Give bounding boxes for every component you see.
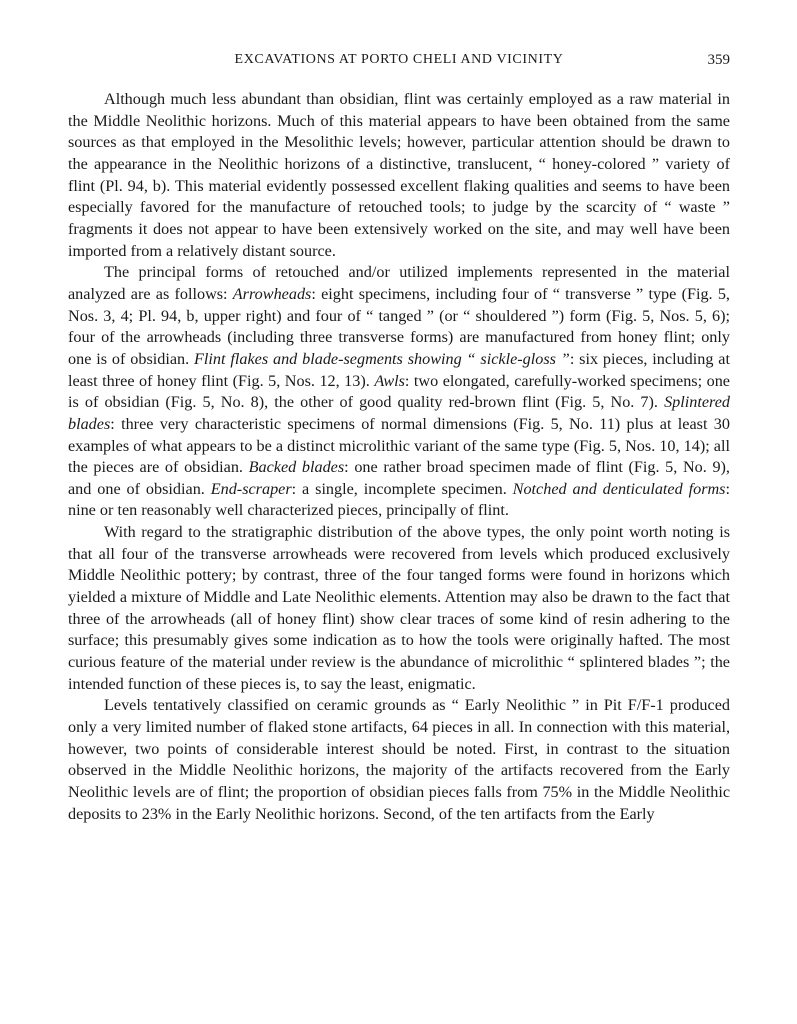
body-text [68, 89, 730, 825]
term-notched-forms: Notched and denticulated forms [512, 479, 726, 498]
term-arrowheads: Arrowheads [232, 284, 312, 303]
running-header [68, 52, 730, 74]
paragraph-stratigraphy: With regard to the stratigraphic distribution of the above types, the only point worth noting is that all four of the transverse arrowheads were recovered from levels which produced exclusively Middle Neolithic pottery; by contrast, three of the four tanged forms were found in horizons which yielded a mixture of Middle and Late Neolithic elements. Attention may also be drawn to the fact that three of the arrowheads (all of honey flint) show clear traces of some kind of resin adhering to the surface; this presumably gives some indication as to how the tools were originally hafted. The most curious feature of the material under review is the abundance of microlithic “ splintered blades ”; the intended function of these pieces is, to say the least, enigmatic. [68, 523, 730, 693]
term-backed-blades: Backed blades [248, 458, 345, 477]
splintered-blades-description: : three very characteristic specimens of normal dimensions (Fig. 5, No. 11) plus at least 30 examples of what appears to be a distinct microlithic variant of the same type (Fig. 5, Nos. 10, 14); all the pieces are of obsidian. [68, 414, 730, 477]
sickle-gloss-description: : six pieces, including at least three of honey flint (Fig. 5, Nos. 12, 13). [68, 349, 730, 390]
arrowheads-description: : eight specimens, including four of “ transverse ” type (Fig. 5, Nos. 3, 4; Pl. 94, b, upper right) and four of “ tanged ” (or “ shouldered ”) form (Fig. 5, Nos. 5, 6); four of the arrowheads (including three transverse forms) are manufactured from honey flint; only one is of obsidian. [68, 284, 730, 368]
end-scraper-description: : a single, incomplete specimen. [291, 479, 513, 498]
implements-intro: The principal forms of retouched and/or utilized implements represented in the material analyzed are as follows: [68, 263, 730, 303]
paragraph-implement-forms [68, 262, 730, 522]
term-end-scraper: End-scraper [210, 479, 292, 498]
backed-blades-description: : one rather broad specimen made of flint (Fig. 5, No. 9), and one of obsidian. [68, 458, 730, 498]
notched-forms-description: : nine or ten reasonably well characterized pieces, principally of flint. [68, 479, 730, 520]
paragraph-flint: Although much less abundant than obsidian, flint was certainly employed as a raw material in the Middle Neolithic horizons. Much of this material appears to have been obtained from the same sources as that employed in the Mesolithic levels; however, particular attention should be drawn to the appearance in the Neolithic horizons of a distinctive, translucent, “ honey-colored ” variety of flint (Pl. 94, b). This material evidently possessed excellent flaking qualities and seems to have been especially favored for the manufacture of retouched tools; to judge by the scarcity of “ waste ” fragments it does not appear to have been extensively worked on the site, and may well have been imported from a relatively distant source. [68, 90, 730, 260]
running-title: EXCAVATIONS AT PORTO CHELI AND VICINITY [234, 52, 564, 67]
awls-description: : two elongated, carefully-worked specimens; one is of obsidian (Fig. 5, No. 8), the other of good quality red-brown flint (Fig. 5, No. 7). [68, 371, 730, 412]
paragraph-early-neolithic: Levels tentatively classified on ceramic grounds as “ Early Neolithic ” in Pit F/F-1 produced only a very limited number of flaked stone artifacts, 64 pieces in all. In connection with this material, however, two points of considerable interest should be noted. First, in contrast to the situation observed in the Middle Neolithic horizons, the majority of the artifacts recovered from the Early Neolithic levels are of flint; the proportion of obsidian pieces falls from 75% in the Middle Neolithic deposits to 23% in the Early Neolithic horizons. Second, of the ten artifacts from the Early [68, 696, 730, 823]
page-number: 359 [707, 52, 730, 68]
term-splintered-blades: Splintered blades [68, 393, 730, 433]
term-sickle-gloss: Flint flakes and blade-segments showing “ sickle-gloss ” [194, 349, 570, 368]
term-awls: Awls [374, 371, 405, 390]
